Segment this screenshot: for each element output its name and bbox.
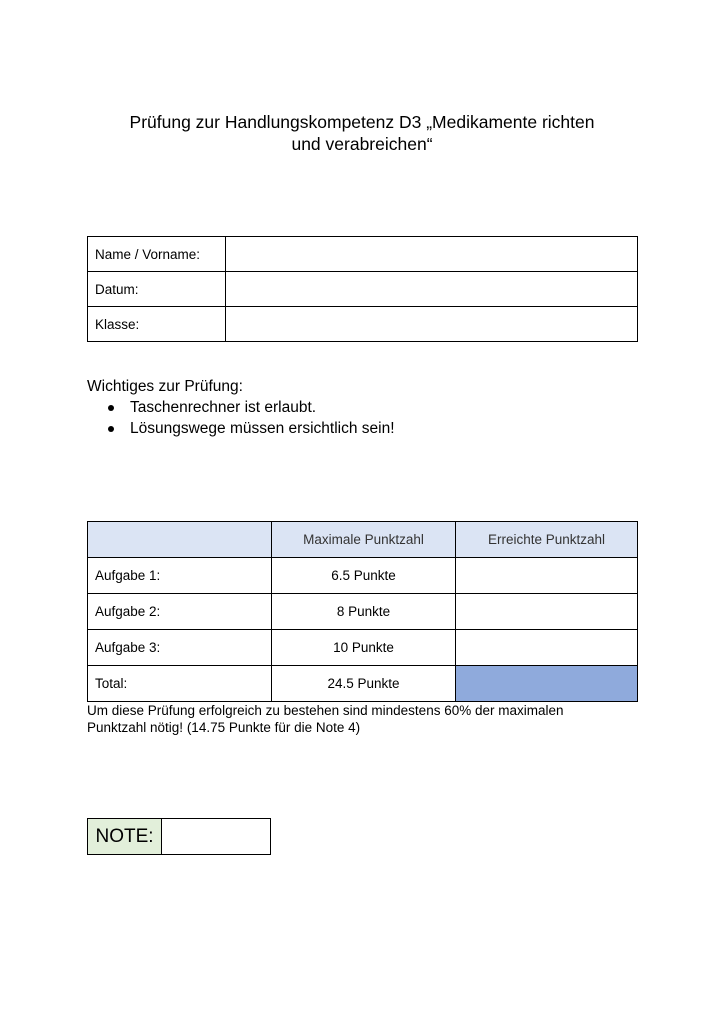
- task-label: Aufgabe 2:: [88, 594, 272, 630]
- max-points: 8 Punkte: [272, 594, 456, 630]
- grade-label: NOTE:: [88, 819, 162, 855]
- total-achieved-field[interactable]: [456, 666, 638, 702]
- table-row: [88, 594, 638, 630]
- important-heading: Wichtiges zur Prüfung:: [87, 378, 243, 395]
- class-field[interactable]: [226, 307, 638, 342]
- table-row: [88, 630, 638, 666]
- info-row-name: [88, 237, 638, 272]
- max-points: 10 Punkte: [272, 630, 456, 666]
- total-row: [88, 666, 638, 702]
- name-field[interactable]: [226, 237, 638, 272]
- date-label: Datum:: [88, 272, 226, 307]
- max-points: 6.5 Punkte: [272, 558, 456, 594]
- list-item: [87, 397, 395, 418]
- header-achieved-points: Erreichte Punktzahl: [456, 522, 638, 558]
- bullet-icon: [108, 426, 114, 432]
- bullet-icon: [108, 405, 114, 411]
- list-item-text: Taschenrechner ist erlaubt.: [130, 399, 317, 416]
- header-cell-empty: [88, 522, 272, 558]
- task-label: Aufgabe 3:: [88, 630, 272, 666]
- grade-field[interactable]: [162, 819, 271, 855]
- info-row-date: [88, 272, 638, 307]
- important-notes: [87, 376, 395, 439]
- score-header-row: [88, 522, 638, 558]
- grade-box: [87, 818, 271, 855]
- achieved-points-field[interactable]: [456, 594, 638, 630]
- pass-note-line-1: Um diese Prüfung erfolgreich zu bestehen sind mindestens 60% der maximalen: [87, 703, 564, 718]
- important-list: [87, 397, 395, 439]
- title-line-2: und verabreichen“: [291, 134, 433, 154]
- date-field[interactable]: [226, 272, 638, 307]
- task-label: Aufgabe 1:: [88, 558, 272, 594]
- achieved-points-field[interactable]: [456, 558, 638, 594]
- title-line-1: Prüfung zur Handlungskompetenz D3 „Medikamente richten: [129, 112, 595, 132]
- header-max-points: Maximale Punktzahl: [272, 522, 456, 558]
- achieved-points-field[interactable]: [456, 630, 638, 666]
- pass-note-line-2: Punktzahl nötig! (14.75 Punkte für die Note 4): [87, 720, 361, 735]
- info-row-class: [88, 307, 638, 342]
- class-label: Klasse:: [88, 307, 226, 342]
- student-info-table: [87, 236, 638, 342]
- document-title: [0, 111, 724, 155]
- score-table: [87, 521, 638, 702]
- table-row: [88, 558, 638, 594]
- total-label: Total:: [88, 666, 272, 702]
- grade-row: [88, 819, 271, 855]
- list-item: [87, 418, 395, 439]
- pass-requirement-note: [87, 702, 647, 736]
- total-max-points: 24.5 Punkte: [272, 666, 456, 702]
- list-item-text: Lösungswege müssen ersichtlich sein!: [130, 420, 395, 437]
- name-label: Name / Vorname:: [88, 237, 226, 272]
